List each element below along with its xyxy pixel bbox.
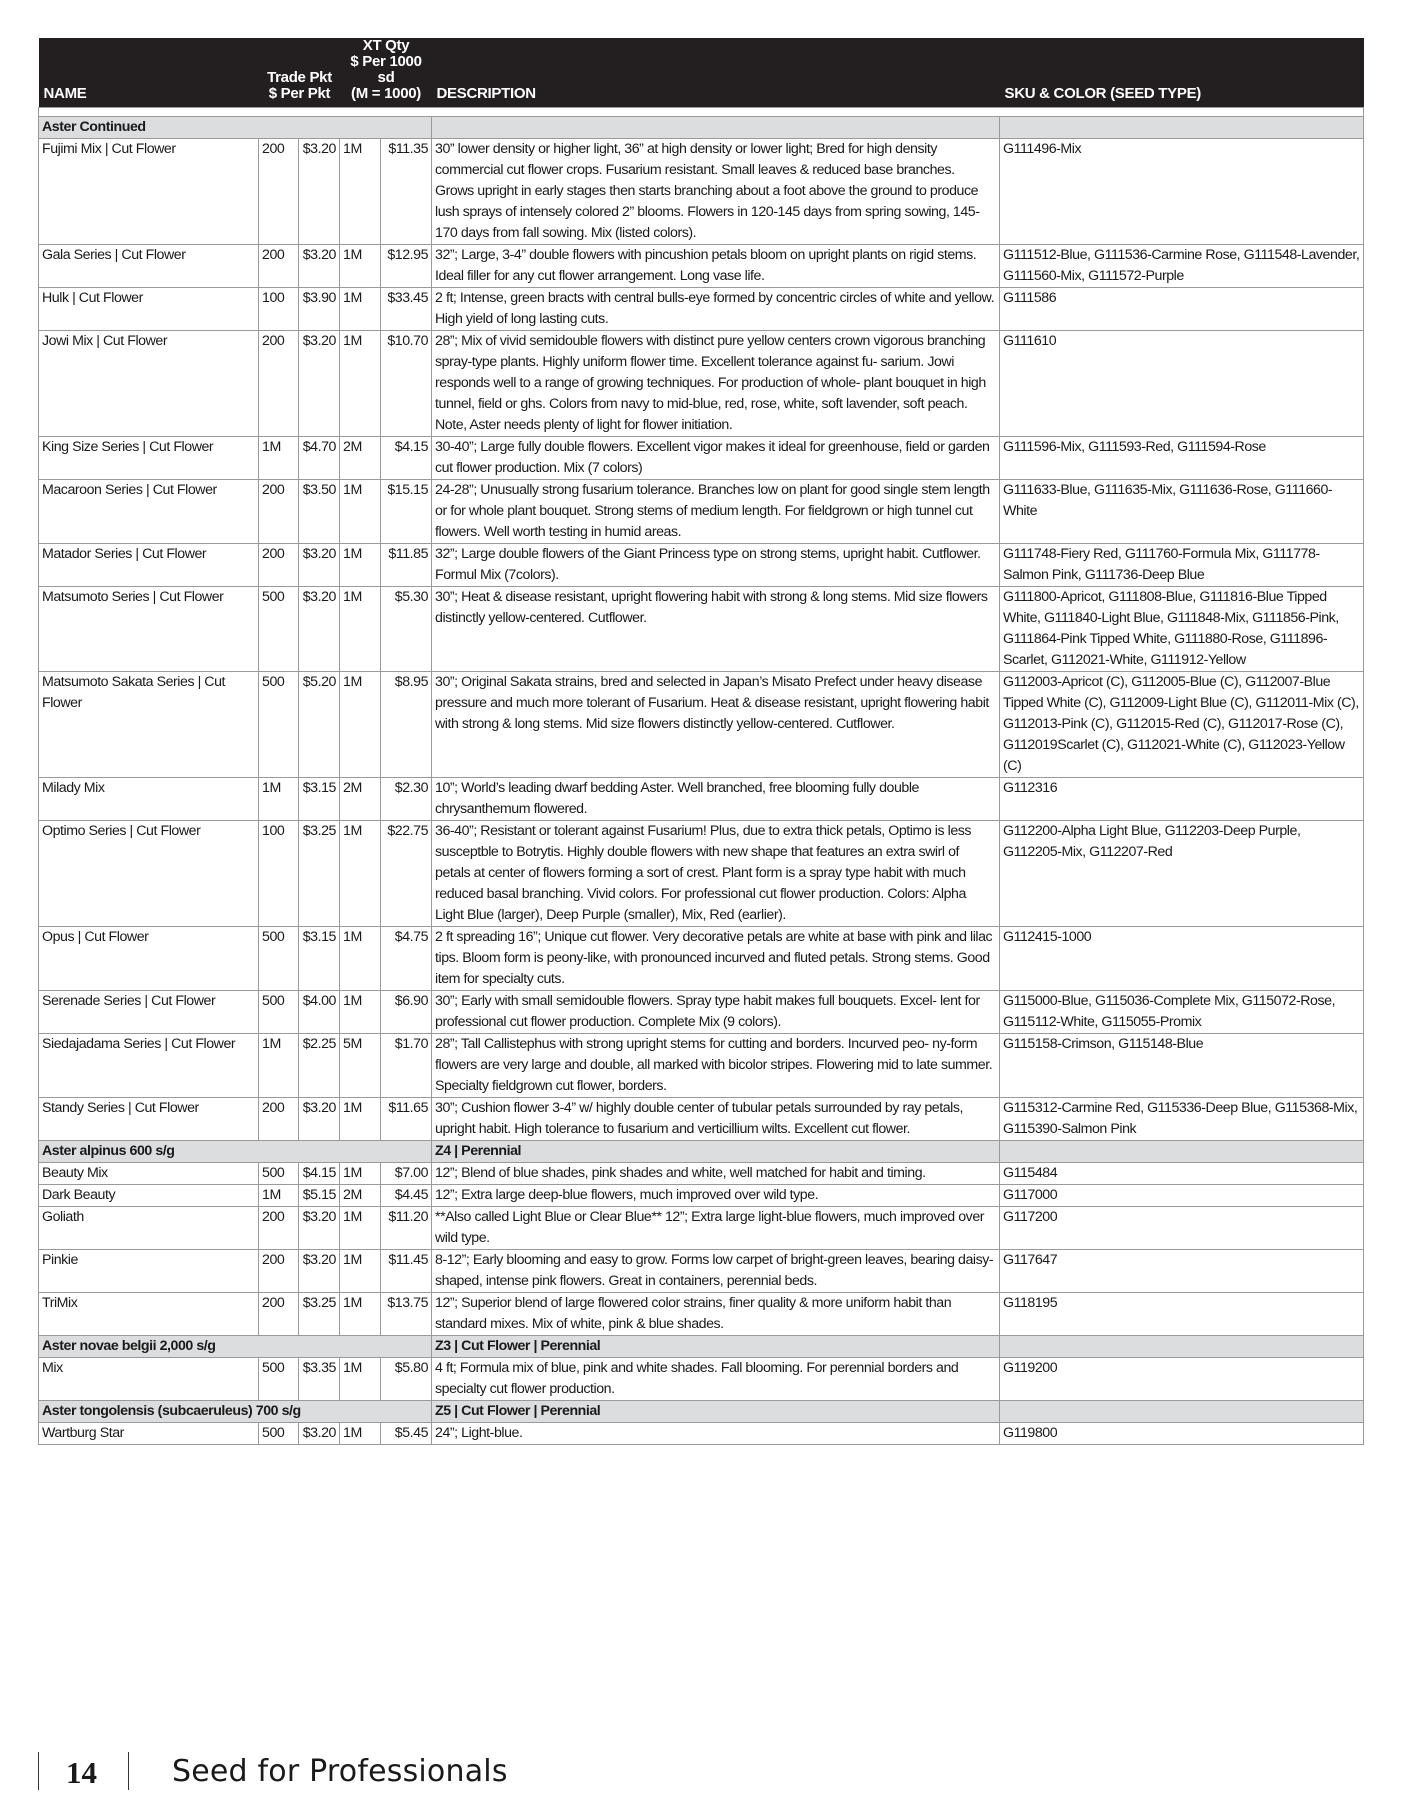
description: 12”; Superior blend of large flowered color strains, finer quality & more uniform habit than standard mixes. Mix of white, pink & blue shades. — [432, 1293, 1000, 1336]
sku-color: G117647 — [1000, 1250, 1364, 1293]
xt-price-per-1000: $4.75 — [381, 927, 432, 991]
xt-qty: 1M — [340, 288, 381, 331]
xt-price-per-1000: $13.75 — [381, 1293, 432, 1336]
xt-price-per-1000: $10.70 — [381, 331, 432, 437]
description: 30”; Original Sakata strains, bred and selected in Japan’s Misato Prefect under heavy disease pressure and much more tolerant of Fusarium. Heat & disease resistant, upright flowering habit with strong & long stems. Mid size flowers distinctly yellow-centered. Cutflower. — [432, 672, 1000, 778]
xt-price-per-1000: $12.95 — [381, 245, 432, 288]
xt-qty: 2M — [340, 437, 381, 480]
section-title: Aster tongolensis (subcaeruleus) 700 s/g — [39, 1401, 432, 1423]
table-row — [39, 672, 1364, 778]
sku-color: G111586 — [1000, 288, 1364, 331]
sku-color: G112200-Alpha Light Blue, G112203-Deep Purple, G112205-Mix, G112207-Red — [1000, 821, 1364, 927]
description: 8-12”; Early blooming and easy to grow. Forms low carpet of bright-green leaves, bearing daisy-shaped, intense pink flowers. Great in containers, perennial beds. — [432, 1250, 1000, 1293]
sku-color: G111748-Fiery Red, G111760-Formula Mix, G111778-Salmon Pink, G111736-Deep Blue — [1000, 544, 1364, 587]
xt-price-per-1000: $4.45 — [381, 1185, 432, 1207]
trade-pkt-qty: 200 — [259, 544, 299, 587]
trade-pkt-price: $2.25 — [299, 1034, 340, 1098]
description: 4 ft; Formula mix of blue, pink and white shades. Fall blooming. For perennial borders and specialty cut flower production. — [432, 1358, 1000, 1401]
trade-pkt-qty: 500 — [259, 1423, 299, 1445]
trade-pkt-price: $3.20 — [299, 1423, 340, 1445]
trade-pkt-price: $3.20 — [299, 544, 340, 587]
xt-price-per-1000: $5.30 — [381, 587, 432, 672]
section-zone: Z4 | Perennial — [432, 1141, 1000, 1163]
trade-pkt-qty: 500 — [259, 587, 299, 672]
description: 28”; Mix of vivid semidouble flowers with distinct pure yellow centers crown vigorous branching spray-type plants. Highly uniform flower time. Excellent tolerance against fu- sarium. Jowi responds well to a range of growing techniques. For production of whole- plant bouquet in high tunnel, field or ghs. Colors from navy to mid-blue, red, rose, white, soft lavender, soft peach. Note, Aster needs plenty of light for flower initiation. — [432, 331, 1000, 437]
publication-title: Seed for Professionals — [172, 1754, 508, 1789]
sku-color: G111610 — [1000, 331, 1364, 437]
sku-color: G119800 — [1000, 1423, 1364, 1445]
table-row — [39, 1207, 1364, 1250]
variety-name: Siedajadama Series | Cut Flower — [39, 1034, 259, 1098]
trade-pkt-price: $3.90 — [299, 288, 340, 331]
description: 30”; Cushion flower 3-4” w/ highly double center of tubular petals surrounded by ray petals, upright habit. High tolerance to fusarium and verticillium wilts. Excellent cut flower. — [432, 1098, 1000, 1141]
variety-name: Macaroon Series | Cut Flower — [39, 480, 259, 544]
xt-qty: 1M — [340, 1163, 381, 1185]
variety-name: Hulk | Cut Flower — [39, 288, 259, 331]
section-title: Aster Continued — [39, 117, 432, 139]
xt-qty: 1M — [340, 587, 381, 672]
seed-catalog-table — [38, 38, 1364, 1445]
table-row — [39, 991, 1364, 1034]
section-header-row — [39, 1336, 1364, 1358]
xt-qty: 1M — [340, 1098, 381, 1141]
description: 12”; Extra large deep-blue flowers, much improved over wild type. — [432, 1185, 1000, 1207]
variety-name: Dark Beauty — [39, 1185, 259, 1207]
section-header-row — [39, 117, 1364, 139]
description: 30” lower density or higher light, 36” at high density or lower light; Bred for high density commercial cut flower crops. Fusarium resistant. Small leaves & reduced base branches. Grows upright in early stages then starts branching about a foot above the ground to produce lush sprays of intensely colored 2” blooms. Flowers in 120-145 days from spring sowing, 145-170 days from fall sowing. Mix (listed colors). — [432, 139, 1000, 245]
xt-qty: 1M — [340, 1358, 381, 1401]
variety-name: Optimo Series | Cut Flower — [39, 821, 259, 927]
trade-pkt-qty: 500 — [259, 1163, 299, 1185]
table-row — [39, 1034, 1364, 1098]
xt-price-per-1000: $2.30 — [381, 778, 432, 821]
trade-pkt-price: $3.20 — [299, 331, 340, 437]
table-row — [39, 1098, 1364, 1141]
xt-qty: 1M — [340, 480, 381, 544]
table-row — [39, 544, 1364, 587]
variety-name: Opus | Cut Flower — [39, 927, 259, 991]
variety-name: Jowi Mix | Cut Flower — [39, 331, 259, 437]
trade-pkt-qty: 100 — [259, 288, 299, 331]
xt-price-per-1000: $1.70 — [381, 1034, 432, 1098]
description: 24”; Light-blue. — [432, 1423, 1000, 1445]
table-row — [39, 288, 1364, 331]
trade-pkt-price: $3.20 — [299, 245, 340, 288]
trade-pkt-price: $5.20 — [299, 672, 340, 778]
xt-price-per-1000: $8.95 — [381, 672, 432, 778]
xt-price-per-1000: $15.15 — [381, 480, 432, 544]
table-row — [39, 331, 1364, 437]
column-header-sku: SKU & COLOR (SEED TYPE) — [1000, 38, 1364, 108]
trade-pkt-qty: 200 — [259, 1250, 299, 1293]
section-zone — [432, 117, 1000, 139]
trade-pkt-qty: 1M — [259, 437, 299, 480]
table-row — [39, 1185, 1364, 1207]
trade-pkt-price: $3.20 — [299, 1250, 340, 1293]
section-empty-cell — [1000, 1401, 1364, 1423]
sku-color: G119200 — [1000, 1358, 1364, 1401]
table-row — [39, 778, 1364, 821]
xt-qty: 1M — [340, 1250, 381, 1293]
xt-price-per-1000: $6.90 — [381, 991, 432, 1034]
sku-color: G112003-Apricot (C), G112005-Blue (C), G112007-Blue Tipped White (C), G112009-Light Blue (C), G112011-Mix (C), G112013-Pink (C), G112015-Red (C), G112017-Rose (C), G112019Scarlet (C), G112021-White (C), G112023-Yellow (C) — [1000, 672, 1364, 778]
trade-pkt-price: $3.35 — [299, 1358, 340, 1401]
footer-divider — [38, 1752, 39, 1790]
sku-color: G115484 — [1000, 1163, 1364, 1185]
description: 36-40”; Resistant or tolerant against Fusarium! Plus, due to extra thick petals, Optimo is less susceptble to Botrytis. Highly double flowers with new shape that features an extra swirl of petals at center of flowers forming a sort of crest. Plant form is a spray type habit with much reduced basal branching. Vivid colors. For professional cut flower production. Colors: Alpha Light Blue (larger), Deep Purple (smaller), Mix, Red (earlier). — [432, 821, 1000, 927]
trade-pkt-qty: 1M — [259, 778, 299, 821]
table-row — [39, 1250, 1364, 1293]
section-header-row — [39, 1141, 1364, 1163]
trade-pkt-qty: 100 — [259, 821, 299, 927]
table-row — [39, 1163, 1364, 1185]
trade-pkt-qty: 200 — [259, 1207, 299, 1250]
section-empty-cell — [1000, 1336, 1364, 1358]
sku-color: G117000 — [1000, 1185, 1364, 1207]
section-zone: Z3 | Cut Flower | Perennial — [432, 1336, 1000, 1358]
xt-qty: 1M — [340, 245, 381, 288]
section-title: Aster novae belgii 2,000 s/g — [39, 1336, 432, 1358]
xt-price-per-1000: $11.20 — [381, 1207, 432, 1250]
trade-pkt-qty: 200 — [259, 139, 299, 245]
xt-price-per-1000: $11.35 — [381, 139, 432, 245]
xt-qty: 1M — [340, 1207, 381, 1250]
variety-name: Beauty Mix — [39, 1163, 259, 1185]
variety-name: Goliath — [39, 1207, 259, 1250]
variety-name: Fujimi Mix | Cut Flower — [39, 139, 259, 245]
xt-price-per-1000: $33.45 — [381, 288, 432, 331]
sku-color: G111596-Mix, G111593-Red, G111594-Rose — [1000, 437, 1364, 480]
table-body — [39, 117, 1364, 1445]
table-row — [39, 1293, 1364, 1336]
trade-pkt-price: $3.25 — [299, 1293, 340, 1336]
variety-name: Gala Series | Cut Flower — [39, 245, 259, 288]
page-number: 14 — [66, 1755, 97, 1790]
table-row — [39, 139, 1364, 245]
section-header-row — [39, 1401, 1364, 1423]
variety-name: TriMix — [39, 1293, 259, 1336]
xt-price-per-1000: $11.65 — [381, 1098, 432, 1141]
trade-pkt-price: $3.25 — [299, 821, 340, 927]
variety-name: King Size Series | Cut Flower — [39, 437, 259, 480]
description: 2 ft; Intense, green bracts with central bulls-eye formed by concentric circles of white and yellow. High yield of long lasting cuts. — [432, 288, 1000, 331]
xt-price-per-1000: $4.15 — [381, 437, 432, 480]
trade-pkt-price: $3.20 — [299, 1098, 340, 1141]
trade-pkt-price: $4.00 — [299, 991, 340, 1034]
description: 30-40”; Large fully double flowers. Excellent vigor makes it ideal for greenhouse, field or garden cut flower production. Mix (7 colors) — [432, 437, 1000, 480]
table-row — [39, 927, 1364, 991]
xt-qty: 1M — [340, 821, 381, 927]
variety-name: Matador Series | Cut Flower — [39, 544, 259, 587]
trade-pkt-price: $3.20 — [299, 587, 340, 672]
trade-pkt-price: $3.15 — [299, 778, 340, 821]
table-row — [39, 1423, 1364, 1445]
xt-qty: 2M — [340, 778, 381, 821]
trade-pkt-price: $3.20 — [299, 1207, 340, 1250]
trade-pkt-price: $3.15 — [299, 927, 340, 991]
sku-color: G111633-Blue, G111635-Mix, G111636-Rose, G111660-White — [1000, 480, 1364, 544]
trade-pkt-qty: 500 — [259, 991, 299, 1034]
variety-name: Wartburg Star — [39, 1423, 259, 1445]
trade-pkt-qty: 500 — [259, 672, 299, 778]
variety-name: Milady Mix — [39, 778, 259, 821]
column-header-xt-qty: XT Qty $ Per 1000 sd (M = 1000) — [340, 38, 432, 108]
table-row — [39, 1358, 1364, 1401]
xt-qty: 1M — [340, 544, 381, 587]
column-header-trade-pkt: Trade Pkt $ Per Pkt — [259, 38, 340, 108]
description: 10”; World’s leading dwarf bedding Aster. Well branched, free blooming fully double chrysanthemum flowered. — [432, 778, 1000, 821]
trade-pkt-price: $4.70 — [299, 437, 340, 480]
xt-qty: 1M — [340, 331, 381, 437]
xt-qty: 1M — [340, 1423, 381, 1445]
trade-pkt-price: $3.20 — [299, 139, 340, 245]
sku-color: G112316 — [1000, 778, 1364, 821]
variety-name: Mix — [39, 1358, 259, 1401]
sku-color: G111512-Blue, G111536-Carmine Rose, G111548-Lavender, G111560-Mix, G111572-Purple — [1000, 245, 1364, 288]
page-footer — [38, 1752, 638, 1794]
sku-color: G117200 — [1000, 1207, 1364, 1250]
sku-color: G115312-Carmine Red, G115336-Deep Blue, G115368-Mix, G115390-Salmon Pink — [1000, 1098, 1364, 1141]
xt-price-per-1000: $11.45 — [381, 1250, 432, 1293]
table-row — [39, 437, 1364, 480]
xt-qty: 1M — [340, 991, 381, 1034]
xt-price-per-1000: $22.75 — [381, 821, 432, 927]
description: **Also called Light Blue or Clear Blue** 12”; Extra large light-blue flowers, much improved over wild type. — [432, 1207, 1000, 1250]
xt-price-per-1000: $7.00 — [381, 1163, 432, 1185]
xt-qty: 1M — [340, 139, 381, 245]
xt-price-per-1000: $5.80 — [381, 1358, 432, 1401]
description: 32”; Large, 3-4” double flowers with pincushion petals bloom on upright plants on rigid stems. Ideal filler for any cut flower arrangement. Long vase life. — [432, 245, 1000, 288]
trade-pkt-qty: 1M — [259, 1034, 299, 1098]
sku-color: G112415-1000 — [1000, 927, 1364, 991]
table-row — [39, 587, 1364, 672]
trade-pkt-price: $4.15 — [299, 1163, 340, 1185]
variety-name: Matsumoto Series | Cut Flower — [39, 587, 259, 672]
trade-pkt-qty: 200 — [259, 331, 299, 437]
footer-divider — [128, 1752, 129, 1790]
variety-name: Serenade Series | Cut Flower — [39, 991, 259, 1034]
table-row — [39, 245, 1364, 288]
trade-pkt-qty: 1M — [259, 1185, 299, 1207]
sku-color: G118195 — [1000, 1293, 1364, 1336]
xt-price-per-1000: $11.85 — [381, 544, 432, 587]
sku-color: G115000-Blue, G115036-Complete Mix, G115072-Rose, G115112-White, G115055-Promix — [1000, 991, 1364, 1034]
trade-pkt-qty: 200 — [259, 1293, 299, 1336]
trade-pkt-qty: 200 — [259, 245, 299, 288]
description: 2 ft spreading 16”; Unique cut flower. Very decorative petals are white at base with pink and lilac tips. Bloom form is peony-like, with pronounced incurved and fluted petals. Strong stems. Good item for specialty cuts. — [432, 927, 1000, 991]
column-header-name: NAME — [39, 38, 259, 108]
xt-qty: 1M — [340, 1293, 381, 1336]
table-header-row — [39, 38, 1364, 108]
trade-pkt-qty: 500 — [259, 1358, 299, 1401]
header-spacer — [39, 108, 1364, 117]
section-zone: Z5 | Cut Flower | Perennial — [432, 1401, 1000, 1423]
trade-pkt-qty: 500 — [259, 927, 299, 991]
description: 32”; Large double flowers of the Giant Princess type on strong stems, upright habit. Cutflower. Formul Mix (7colors). — [432, 544, 1000, 587]
column-header-description: DESCRIPTION — [432, 38, 1000, 108]
variety-name: Pinkie — [39, 1250, 259, 1293]
description: 30”; Early with small semidouble flowers. Spray type habit makes full bouquets. Excel- lent for professional cut flower production. Complete Mix (9 colors). — [432, 991, 1000, 1034]
description: 30”; Heat & disease resistant, upright flowering habit with strong & long stems. Mid size flowers distinctly yellow-centered. Cutflower. — [432, 587, 1000, 672]
section-title: Aster alpinus 600 s/g — [39, 1141, 432, 1163]
trade-pkt-qty: 200 — [259, 480, 299, 544]
sku-color: G111800-Apricot, G111808-Blue, G111816-Blue Tipped White, G111840-Light Blue, G111848-Mix, G111856-Pink, G111864-Pink Tipped White, G111880-Rose, G111896-Scarlet, G112021-White, G111912-Yellow — [1000, 587, 1364, 672]
xt-qty: 2M — [340, 1185, 381, 1207]
trade-pkt-price: $3.50 — [299, 480, 340, 544]
section-empty-cell — [1000, 117, 1364, 139]
description: 28”; Tall Callistephus with strong upright stems for cutting and borders. Incurved peo- ny-form flowers are very large and double, all marked with bicolor stripes. Flowering mid to late summer. Specialty fieldgrown cut flower, borders. — [432, 1034, 1000, 1098]
table-row — [39, 821, 1364, 927]
sku-color: G111496-Mix — [1000, 139, 1364, 245]
description: 12”; Blend of blue shades, pink shades and white, well matched for habit and timing. — [432, 1163, 1000, 1185]
xt-qty: 5M — [340, 1034, 381, 1098]
table-row — [39, 480, 1364, 544]
xt-qty: 1M — [340, 672, 381, 778]
variety-name: Matsumoto Sakata Series | Cut Flower — [39, 672, 259, 778]
xt-price-per-1000: $5.45 — [381, 1423, 432, 1445]
description: 24-28”; Unusually strong fusarium tolerance. Branches low on plant for good single stem length or for whole plant bouquet. Strong stems of medium length. For fieldgrown or high tunnel cut flowers. Well worth testing in humid areas. — [432, 480, 1000, 544]
trade-pkt-qty: 200 — [259, 1098, 299, 1141]
variety-name: Standy Series | Cut Flower — [39, 1098, 259, 1141]
sku-color: G115158-Crimson, G115148-Blue — [1000, 1034, 1364, 1098]
xt-qty: 1M — [340, 927, 381, 991]
section-empty-cell — [1000, 1141, 1364, 1163]
trade-pkt-price: $5.15 — [299, 1185, 340, 1207]
